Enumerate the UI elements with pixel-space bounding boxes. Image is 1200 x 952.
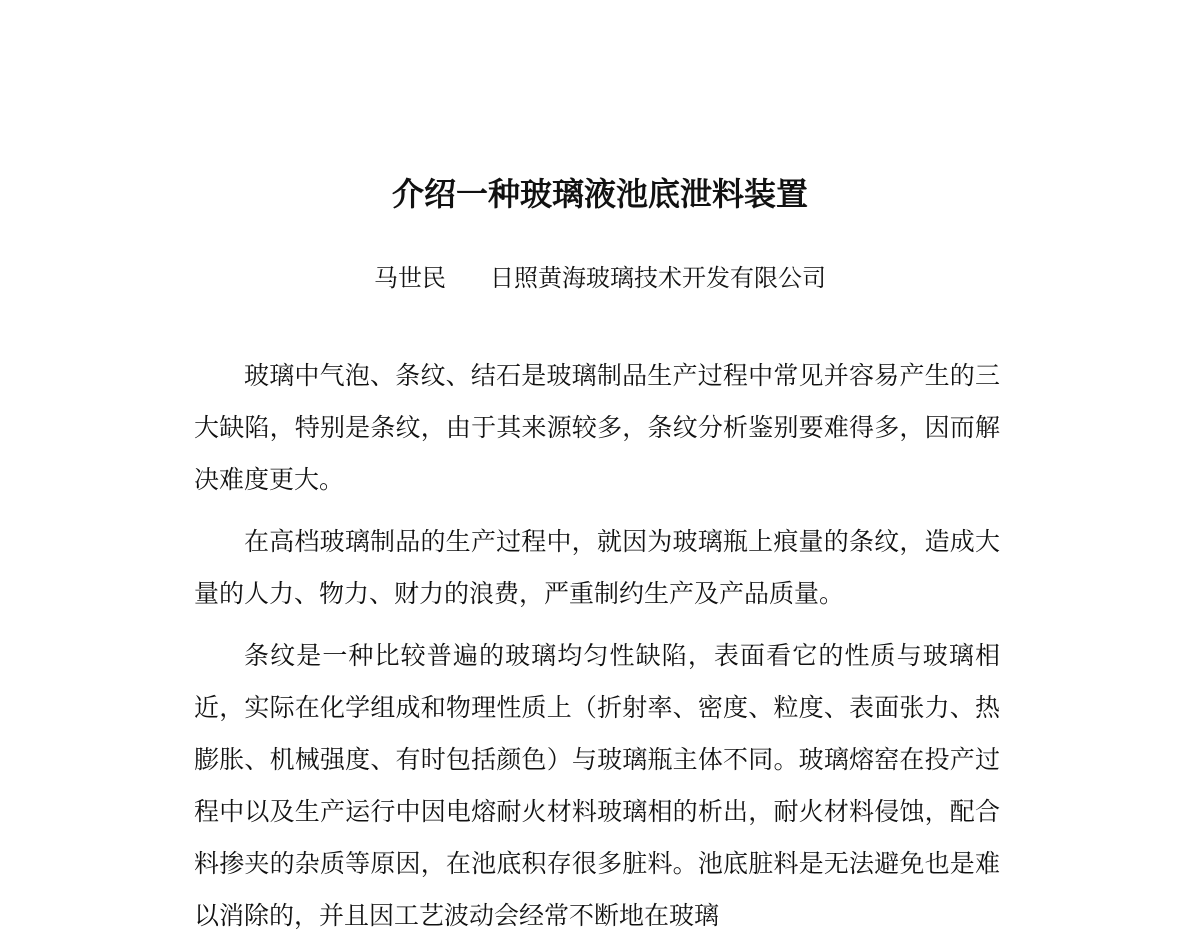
author-affiliation: 日照黄海玻璃技术开发有限公司 [490,264,826,292]
body-text [194,350,1000,952]
author-name: 马世民 [374,264,446,292]
paragraph-1: 玻璃中气泡、条纹、结石是玻璃制品生产过程中常见并容易产生的三大缺陷，特别是条纹，由于其来源较多，条纹分析鉴别要难得多，因而解决难度更大。 [194,361,1000,494]
byline [0,258,1200,298]
paper-title: 介绍一种玻璃液池底泄料装置 [391,175,808,213]
paragraph-2: 在高档玻璃制品的生产过程中，就因为玻璃瓶上痕量的条纹，造成大量的人力、物力、财力的浪费，严重制约生产及产品质量。 [194,527,1000,608]
paragraph-3: 条纹是一种比较普遍的玻璃均匀性缺陷，表面看它的性质与玻璃相近，实际在化学组成和物理性质上（折射率、密度、粒度、表面张力、热膨胀、机械强度、有时包括颜色）与玻璃瓶主体不同。玻璃熔窑在投产过程中以及生产运行中因电熔耐火材料玻璃相的析出，耐火材料侵蚀，配合料掺夹的杂质等原因，在池底积存很多脏料。池底脏料是无法避免也是难以消除的，并且因工艺波动会经常不断地在玻璃 [194,641,1000,930]
